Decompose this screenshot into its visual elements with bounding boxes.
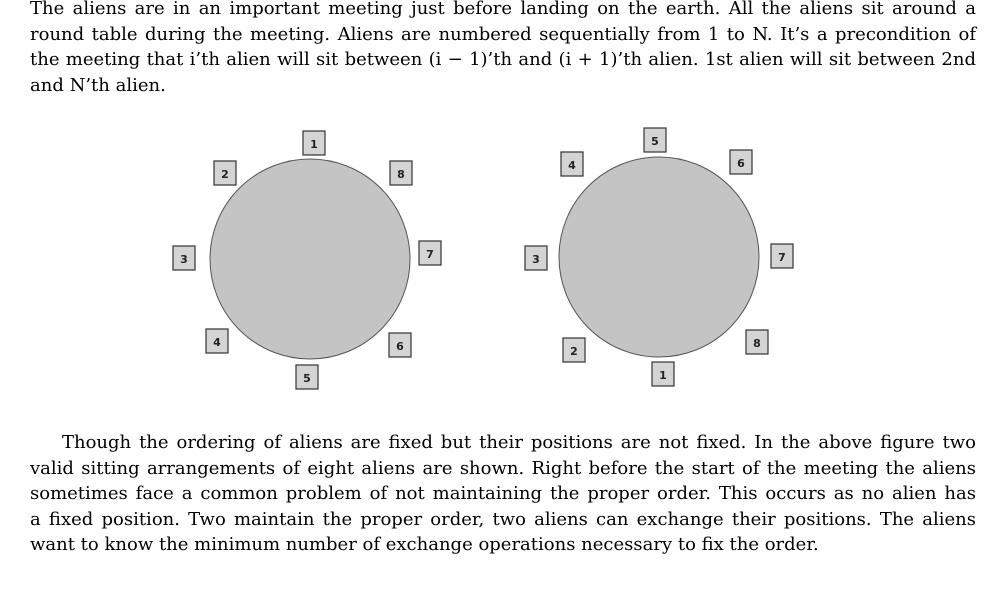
problem-line-2: valid sitting arrangements of eight aliens are shown. Right before the start of the meeting the aliens [30,457,976,479]
left-seat-8-label: 8 [397,168,405,181]
problem-line-5: want to know the minimum number of exchange operations necessary to fix the order. [30,534,819,555]
left-seat-5 [296,365,318,389]
right-seat-7 [771,244,793,268]
left-seat-4-label: 4 [213,336,221,349]
right-round-table [559,157,759,357]
right-seat-2-label: 2 [570,345,578,358]
right-seat-6 [730,150,752,174]
right-arrangement [525,128,793,386]
right-seat-3-label: 3 [532,253,540,266]
intro-line-4: and N’th alien. [30,74,166,96]
problem-line-3: sometimes face a common problem of not maintaining the proper order. This occurs as no alien has [30,483,976,504]
left-seat-1-label: 1 [310,138,318,151]
right-seat-6-label: 6 [737,157,745,170]
left-seat-1 [303,131,325,155]
intro-line-2: round table during the meeting. Aliens are numbered sequentially from 1 to N. It’s a precondition of [30,23,976,45]
intro-line-1: The aliens are in an important meeting just before landing on the earth. All the aliens sit around a [30,0,976,19]
left-seat-4 [206,329,228,353]
intro-line-3: the meeting that i’th alien will sit between (i − 1)’th and (i + 1)’th alien. 1st alien will sit between 2nd [30,49,976,70]
right-seat-5-label: 5 [651,135,659,148]
right-seat-1 [652,362,674,386]
left-round-table [210,159,410,359]
right-seat-8-label: 8 [753,337,761,350]
right-seat-2 [563,338,585,362]
problem-line-4: a fixed position. Two maintain the proper order, two aliens can exchange their positions. The aliens [30,508,976,530]
left-seat-7 [419,241,441,265]
right-seat-4 [561,152,583,176]
left-arrangement [173,131,441,389]
right-seat-4-label: 4 [568,159,576,172]
right-seat-5 [644,128,666,152]
left-seat-8 [390,161,412,185]
left-seat-3 [173,246,195,270]
problem-line-1: Though the ordering of aliens are fixed but their positions are not fixed. In the above figure two [62,432,976,453]
problem-paragraph [30,430,976,558]
left-seat-7-label: 7 [426,248,434,261]
right-seat-3 [525,246,547,270]
right-seat-8 [746,330,768,354]
left-seat-3-label: 3 [180,253,188,266]
left-seat-2-label: 2 [221,168,229,181]
left-seat-6 [389,333,411,357]
right-seat-7-label: 7 [778,251,786,264]
left-seat-2 [214,161,236,185]
right-seat-1-label: 1 [659,369,667,382]
left-seat-5-label: 5 [303,372,311,385]
left-seat-6-label: 6 [396,340,404,353]
